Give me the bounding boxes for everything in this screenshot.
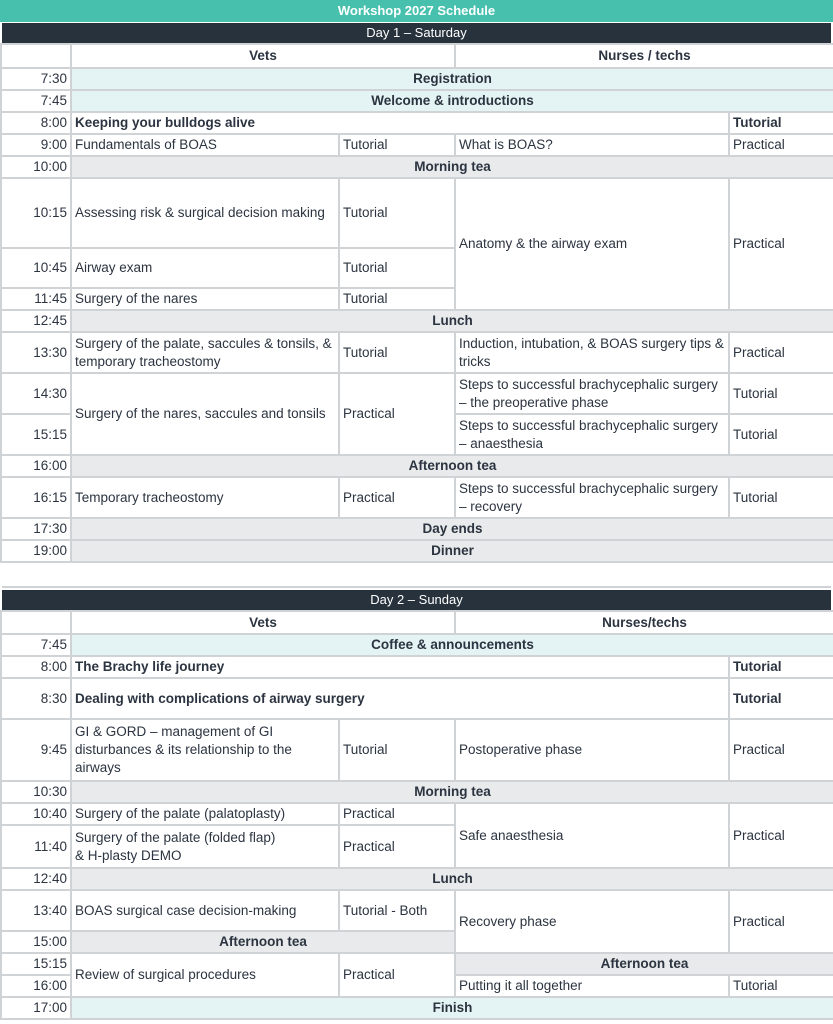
session-welcome: Welcome & introductions (71, 90, 833, 112)
vet-session-type: Tutorial - Both (339, 890, 455, 931)
vet-session-type: Practical (339, 803, 455, 825)
vet-session: Surgery of the nares (71, 288, 339, 310)
nurse-session-type: Tutorial (729, 373, 833, 414)
vet-session: Review of surgical procedures (71, 953, 339, 997)
row-time: 11:45 (1, 288, 71, 310)
row-time: 7:45 (1, 634, 71, 656)
session-type: Tutorial (729, 656, 833, 678)
session-title: Dealing with complications of airway surgery (71, 678, 729, 719)
row-time: 15:15 (1, 414, 71, 455)
session-day-ends: Day ends (71, 518, 833, 540)
table-row (1, 178, 833, 248)
break-afternoon-tea-nurses: Afternoon tea (455, 953, 833, 975)
nurse-session: Anatomy & the airway exam (455, 178, 729, 310)
vet-session (71, 825, 339, 868)
table-row (1, 134, 833, 156)
row-time: 7:45 (1, 90, 71, 112)
day2-table (0, 610, 833, 1020)
table-row (1, 332, 833, 373)
header-nurses: Nurses / techs (455, 44, 833, 68)
vet-session: Surgery of the palate (palatoplasty) (71, 803, 339, 825)
break-afternoon-tea: Afternoon tea (71, 455, 833, 477)
table-row (1, 68, 833, 90)
row-time: 9:00 (1, 134, 71, 156)
row-time: 13:40 (1, 890, 71, 931)
row-time: 16:15 (1, 477, 71, 518)
table-row (1, 518, 833, 540)
nurse-session-type: Tutorial (729, 975, 833, 997)
table-header-row (1, 611, 833, 634)
table-row (1, 477, 833, 518)
row-time: 10:15 (1, 178, 71, 248)
nurse-session-type: Practical (729, 719, 833, 781)
row-time: 8:00 (1, 112, 71, 134)
nurse-session-type: Practical (729, 178, 833, 310)
vet-session: Airway exam (71, 248, 339, 288)
table-row (1, 373, 833, 414)
table-row (1, 90, 833, 112)
break-lunch: Lunch (71, 310, 833, 332)
break-morning-tea: Morning tea (71, 781, 833, 803)
session-coffee: Coffee & announcements (71, 634, 833, 656)
row-time: 17:30 (1, 518, 71, 540)
break-lunch: Lunch (71, 868, 833, 890)
vet-session-type: Practical (339, 373, 455, 455)
nurse-session-type: Tutorial (729, 477, 833, 518)
row-time: 12:40 (1, 868, 71, 890)
vet-session-type: Tutorial (339, 134, 455, 156)
vet-session-type: Tutorial (339, 719, 455, 781)
row-time: 7:30 (1, 68, 71, 90)
table-header-row (1, 44, 833, 68)
session-registration: Registration (71, 68, 833, 90)
table-row (1, 868, 833, 890)
row-time: 11:40 (1, 825, 71, 868)
vet-session: Surgery of the nares, saccules and tonsils (71, 373, 339, 455)
table-row (1, 455, 833, 477)
vet-session-type: Practical (339, 825, 455, 868)
nurse-session-type: Practical (729, 332, 833, 373)
vet-session-type: Tutorial (339, 248, 455, 288)
table-row (1, 156, 833, 178)
header-vets: Vets (71, 44, 455, 68)
row-time: 15:00 (1, 931, 71, 953)
header-vets: Vets (71, 611, 455, 634)
table-row (1, 112, 833, 134)
nurse-session-type: Tutorial (729, 414, 833, 455)
table-row (1, 997, 833, 1019)
nurse-session: Steps to successful brachycephalic surgery – anaesthesia (455, 414, 729, 455)
table-row (1, 719, 833, 781)
table-row (1, 310, 833, 332)
table-row (1, 803, 833, 825)
vet-session-type: Practical (339, 477, 455, 518)
vet-session: Assessing risk & surgical decision making (71, 178, 339, 248)
row-time: 17:00 (1, 997, 71, 1019)
table-row (1, 634, 833, 656)
break-morning-tea: Morning tea (71, 156, 833, 178)
session-title: The Brachy life journey (71, 656, 729, 678)
nurse-session: What is BOAS? (455, 134, 729, 156)
nurse-session: Steps to successful brachycephalic surgery – recovery (455, 477, 729, 518)
session-finish: Finish (71, 997, 833, 1019)
nurse-session-type: Practical (729, 134, 833, 156)
table-row (1, 656, 833, 678)
row-time: 9:45 (1, 719, 71, 781)
day-separator (2, 566, 831, 588)
nurse-session: Postoperative phase (455, 719, 729, 781)
nurse-session: Steps to successful brachycephalic surgery – the preoperative phase (455, 373, 729, 414)
table-row (1, 781, 833, 803)
row-time: 10:30 (1, 781, 71, 803)
table-row (1, 953, 833, 975)
vet-session-type: Tutorial (339, 332, 455, 373)
vet-session: BOAS surgical case decision-making (71, 890, 339, 931)
vet-session: Temporary tracheostomy (71, 477, 339, 518)
vet-session-line: Surgery of the palate (folded flap) (75, 829, 276, 845)
vet-session: Surgery of the palate, saccules & tonsils, & temporary tracheostomy (71, 332, 339, 373)
session-type: Tutorial (729, 112, 833, 134)
row-time: 10:00 (1, 156, 71, 178)
table-row (1, 890, 833, 931)
nurse-session-type: Practical (729, 890, 833, 953)
row-time: 14:30 (1, 373, 71, 414)
day1-table (0, 43, 833, 563)
row-time: 10:40 (1, 803, 71, 825)
row-time: 15:15 (1, 953, 71, 975)
vet-session: GI & GORD – management of GI disturbances & its relationship to the airways (71, 719, 339, 781)
row-time: 16:00 (1, 975, 71, 997)
header-nurses: Nurses/techs (455, 611, 833, 634)
row-time: 19:00 (1, 540, 71, 562)
table-row (1, 678, 833, 719)
nurse-session: Recovery phase (455, 890, 729, 953)
break-afternoon-tea-vets: Afternoon tea (71, 931, 455, 953)
vet-session-type: Practical (339, 953, 455, 997)
vet-session-type: Tutorial (339, 178, 455, 248)
day1-heading: Day 1 – Saturday (2, 23, 831, 43)
header-time-cell (1, 611, 71, 634)
row-time: 13:30 (1, 332, 71, 373)
row-time: 16:00 (1, 455, 71, 477)
nurse-session-type: Practical (729, 803, 833, 868)
row-time: 8:00 (1, 656, 71, 678)
page-title: Workshop 2027 Schedule (0, 0, 833, 22)
vet-session: Fundamentals of BOAS (71, 134, 339, 156)
row-time: 10:45 (1, 248, 71, 288)
session-title: Keeping your bulldogs alive (71, 112, 729, 134)
nurse-session: Safe anaesthesia (455, 803, 729, 868)
header-time-cell (1, 44, 71, 68)
session-type: Tutorial (729, 678, 833, 719)
row-time: 8:30 (1, 678, 71, 719)
row-time: 12:45 (1, 310, 71, 332)
day2-heading: Day 2 – Sunday (2, 590, 831, 610)
vet-session-type: Tutorial (339, 288, 455, 310)
session-dinner: Dinner (71, 540, 833, 562)
vet-session-line: & H-plasty DEMO (75, 847, 182, 863)
nurse-session: Induction, intubation, & BOAS surgery tips & tricks (455, 332, 729, 373)
nurse-session: Putting it all together (455, 975, 729, 997)
table-row (1, 540, 833, 562)
